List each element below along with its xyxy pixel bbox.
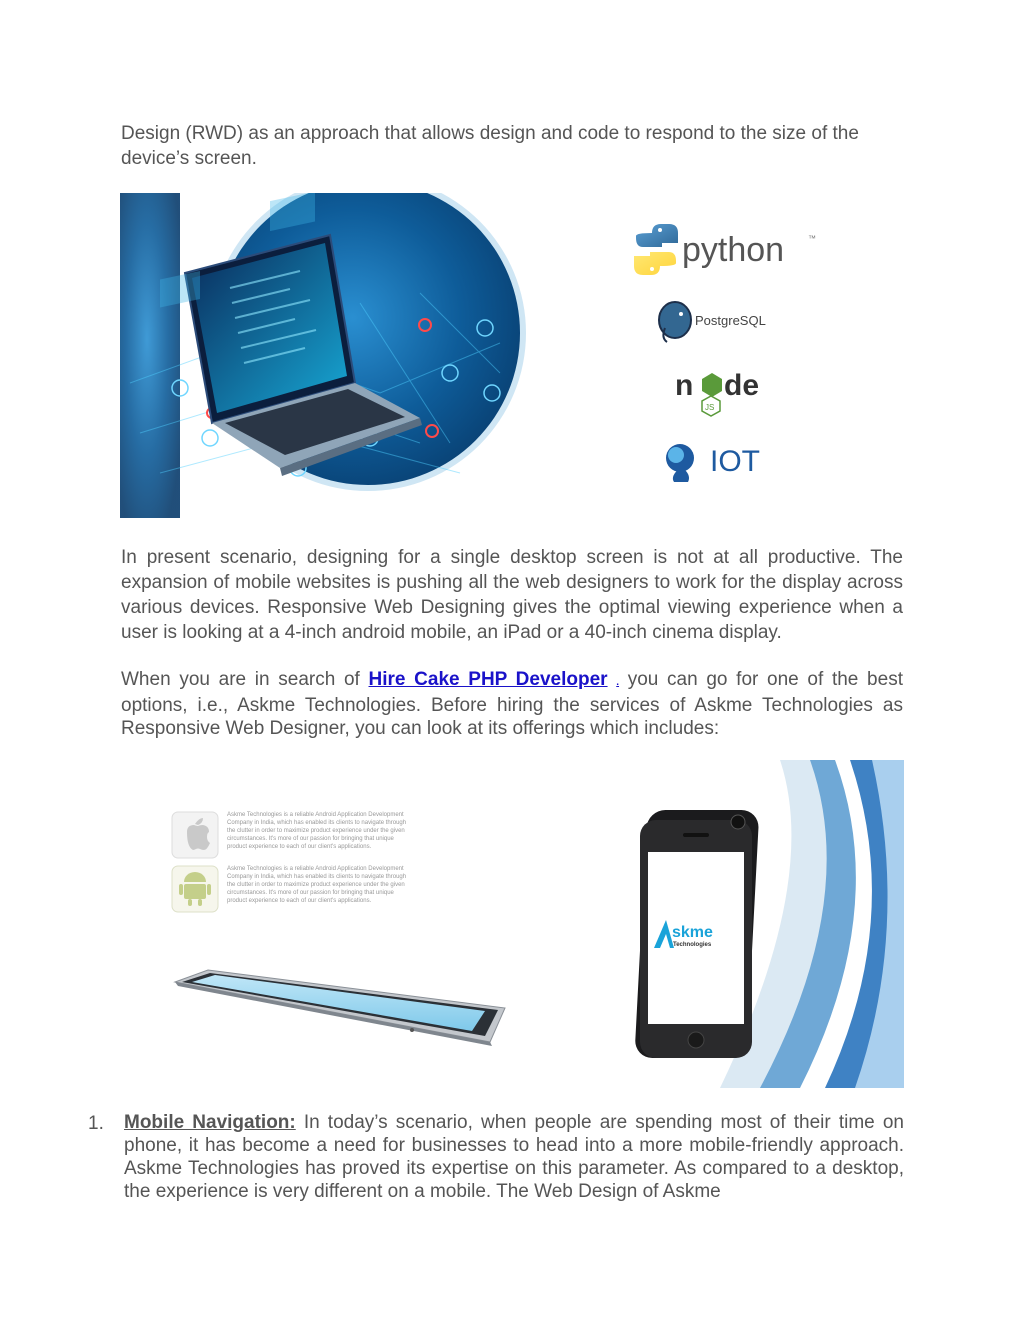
svg-text:Company in India, which has en: Company in India, which has enabled its clients to navigate through <box>227 874 407 880</box>
devices-figure <box>120 760 904 1088</box>
hire-cakephp-developer-link[interactable]: Hire Cake PHP Developer <box>368 669 608 690</box>
node-wordmark-right: de <box>724 369 760 402</box>
intro-paragraph: Design (RWD) as an approach that allows design and code to respond to the size of the device’s screen. <box>121 123 859 169</box>
svg-text:the clutter in order to maximi: the clutter in order to maximize product experience under the given <box>227 828 405 834</box>
smartphone-device <box>634 810 759 1058</box>
askme-tagline: Technologies <box>673 942 712 948</box>
svg-text:circumstances. It's more of ou: circumstances. It's more of our passion for bringing that unique <box>227 890 394 896</box>
postgresql-wordmark: PostgreSQL <box>695 313 766 328</box>
node-wordmark-left: n <box>675 369 694 402</box>
iot-logo <box>666 444 760 482</box>
laptop-circle-image <box>120 193 526 518</box>
search-paragraph <box>121 668 903 740</box>
search-text-before: When you are in search of <box>121 669 369 690</box>
devices-illustration <box>120 760 904 1088</box>
python-logo <box>634 224 816 275</box>
svg-text:circumstances. It's more of ou: circumstances. It's more of our passion for bringing that unique <box>227 836 394 842</box>
list-item-mobile-navigation <box>124 1111 904 1203</box>
tech-stack-illustration <box>120 193 904 518</box>
node-js-badge: JS <box>705 403 715 412</box>
list-item-term: Mobile Navigation: <box>124 1112 296 1133</box>
svg-text:product experience to each of: product experience to each of our client's applications. <box>227 844 372 850</box>
tech-stack-figure <box>120 193 904 518</box>
askme-wordmark: skme <box>672 924 713 941</box>
svg-text:Company in India, which has en: Company in India, which has enabled its clients to navigate through <box>227 820 407 826</box>
android-tile <box>172 866 218 912</box>
link-trailing-dot[interactable]: . <box>616 677 620 688</box>
scenario-paragraph: In present scenario, designing for a single desktop screen is not at all productive. The expansion of mobile websites is pushing all the web designers to work for the display across various devices. Responsive Web Designing gives the optimal viewing experience when a user is looking at a 4-inch android mobile, an iPad or a 40-inch cinema display. <box>121 547 903 643</box>
python-wordmark: python <box>682 231 785 269</box>
postgresql-logo <box>659 302 766 342</box>
svg-text:the clutter in order to maximi: the clutter in order to maximize product experience under the given <box>227 882 405 888</box>
search-text-after: you can go for one of the best options, i.e., Askme Technologies. Before hiring the services of Askme Technologies as Responsive Web Designer, you can look at its offerings which includes: <box>121 669 903 739</box>
python-trademark: ™ <box>808 234 816 243</box>
iot-wordmark: IOT <box>710 445 760 478</box>
svg-text:product experience to each of: product experience to each of our client's applications. <box>227 898 372 904</box>
list-item-number: 1. <box>88 1113 104 1134</box>
svg-text:Askme Technologies is a reliab: Askme Technologies is a reliable Android Application Development <box>227 812 404 818</box>
nodejs-logo <box>675 369 759 416</box>
svg-text:Askme Technologies is a reliab: Askme Technologies is a reliable Android Application Development <box>227 866 404 872</box>
list-item-text: In today’s scenario, when people are spending most of their time on phone, it has become a need for businesses to head into a more mobile-friendly approach. Askme Technologies has proved its expertise on this parameter. As compared to a desktop, the experience is very different on a mobile. The Web Design of Askme <box>124 1112 904 1202</box>
apple-tile <box>172 812 218 858</box>
